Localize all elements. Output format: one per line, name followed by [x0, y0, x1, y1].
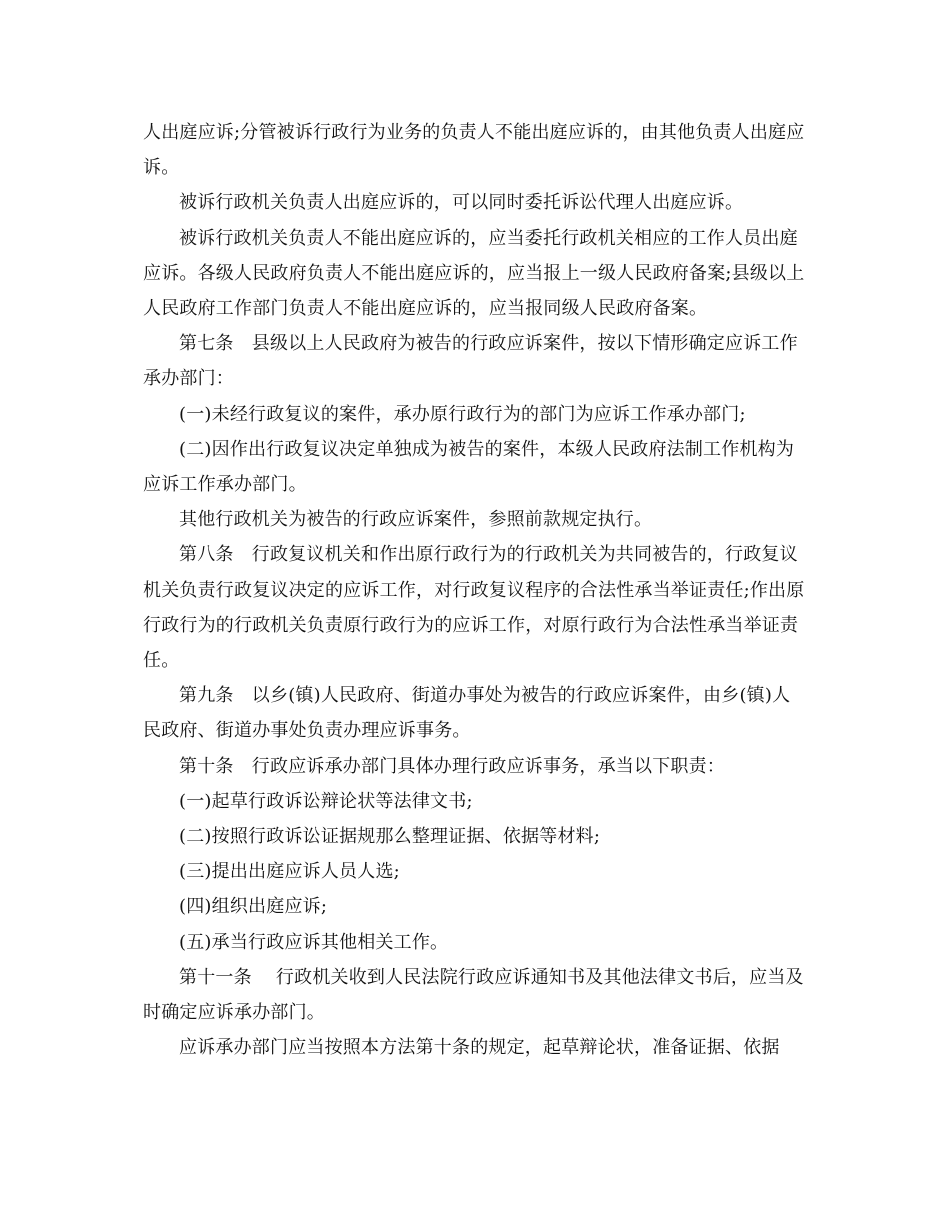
list-item: (四)组织出庭应诉;: [179, 896, 328, 918]
paragraph: 其他行政机关为被告的行政应诉案件，参照前款规定执行。: [179, 509, 653, 531]
list-item: (二)因作出行政复议决定单独成为被告的案件，本级人民政府法制工作机构为应诉工作承办部门。: [143, 438, 795, 496]
article-8-paragraph: 第八条 行政复议机关和作出原行政行为的行政机关为共同被告的，行政复议机关负责行政复议决定的应诉工作，对行政复议程序的合法性承当举证责任;作出原行政行为的行政机关负责原行政行为的应诉工作，对原行政行为合法性承当举证责任。: [143, 544, 805, 672]
list-item: (二)按照行政诉讼证据规那么整理证据、依据等材料;: [179, 826, 601, 848]
paragraph: 被诉行政机关负责人不能出庭应诉的，应当委托行政机关相应的工作人员出庭应诉。各级人民政府负责人不能出庭应诉的，应当报上一级人民政府备案;县级以上人民政府工作部门负责人不能出庭应诉的，应当报同级人民政府备案。: [143, 227, 805, 320]
article-7-paragraph: 第七条 县级以上人民政府为被告的行政应诉案件，按以下情形确定应诉工作承办部门：: [143, 333, 798, 390]
list-item: (三)提出出庭应诉人员人选;: [179, 861, 400, 883]
article-9-paragraph: 第九条 以乡(镇)人民政府、街道办事处为被告的行政应诉案件，由乡(镇)人民政府、街道办事处负责办理应诉事务。: [143, 685, 791, 742]
list-item: (一)未经行政复议的案件，承办原行政行为的部门为应诉工作承办部门;: [179, 403, 746, 425]
document-body: [143, 115, 808, 1065]
paragraph: 被诉行政机关负责人出庭应诉的，可以同时委托诉讼代理人出庭应诉。: [179, 192, 744, 214]
paragraph: 人出庭应诉;分管被诉行政行为业务的负责人不能出庭应诉的，由其他负责人出庭应诉。: [143, 122, 805, 179]
paragraph: 应诉承办部门应当按照本方法第十条的规定，起草辩论状，准备证据、依据: [179, 1037, 780, 1059]
list-item: (五)承当行政应诉其他相关工作。: [179, 931, 449, 953]
article-10-paragraph: 第十条 行政应诉承办部门具体办理行政应诉事务，承当以下职责：: [179, 755, 725, 777]
article-11-paragraph: 第十一条 行政机关收到人民法院行政应诉通知书及其他法律文书后，应当及时确定应诉承办部门。: [143, 966, 804, 1024]
list-item: (一)起草行政诉讼辩论状等法律文书;: [179, 790, 473, 812]
